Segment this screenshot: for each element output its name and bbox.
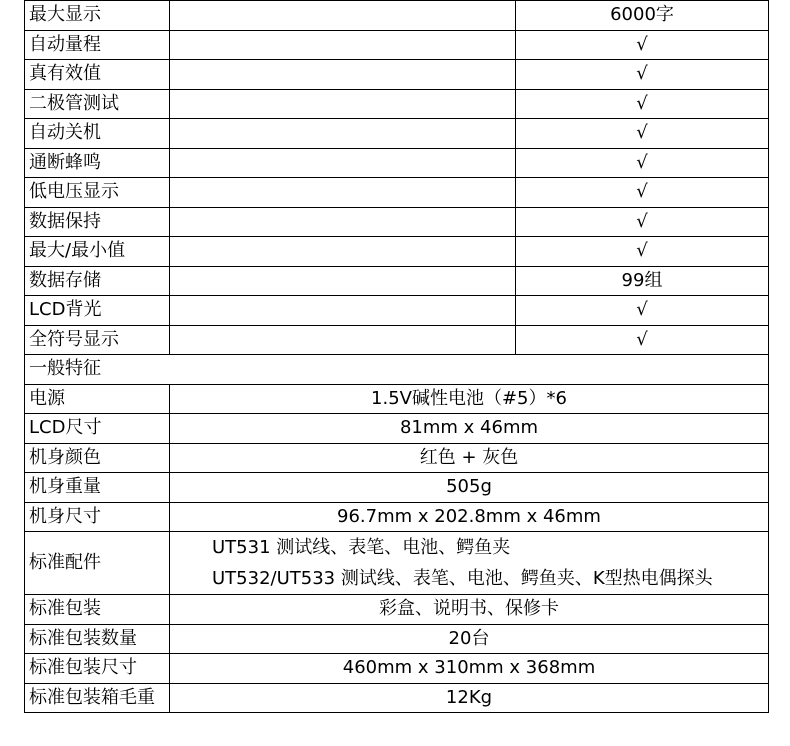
blank-cell [170,30,516,60]
feature-row [25,178,769,208]
feature-label: LCD背光 [25,296,170,326]
general-row [25,502,769,532]
check-icon: √ [516,296,769,326]
feature-row [25,237,769,267]
blank-cell [170,325,516,355]
general-label: 电源 [25,384,170,414]
feature-row [25,266,769,296]
accessories-label: 标准配件 [25,532,170,595]
feature-row [25,207,769,237]
accessories-row [25,532,769,564]
feature-label: 通断蜂鸣 [25,148,170,178]
feature-label: 数据保持 [25,207,170,237]
blank-cell [170,237,516,267]
general-value: 96.7mm x 202.8mm x 46mm [170,502,769,532]
packaging-row [25,624,769,654]
general-value: 红色 + 灰色 [170,443,769,473]
check-icon: √ [516,30,769,60]
feature-row [25,119,769,149]
blank-cell [170,207,516,237]
general-label: 机身颜色 [25,443,170,473]
check-icon: √ [516,207,769,237]
general-label: 机身尺寸 [25,502,170,532]
feature-label: 全符号显示 [25,325,170,355]
feature-label: 低电压显示 [25,178,170,208]
packaging-row [25,683,769,713]
check-icon: √ [516,178,769,208]
packaging-value: 20台 [170,624,769,654]
check-icon: √ [516,60,769,90]
feature-label: 自动量程 [25,30,170,60]
check-icon: √ [516,237,769,267]
feature-row [25,325,769,355]
feature-value: 99组 [516,266,769,296]
packaging-value: 460mm x 310mm x 368mm [170,654,769,684]
general-label: LCD尺寸 [25,414,170,444]
packaging-label: 标准包装箱毛重 [25,683,170,713]
feature-row [25,148,769,178]
feature-label: 二极管测试 [25,89,170,119]
blank-cell [170,178,516,208]
accessories-line: UT532/UT533 测试线、表笔、电池、鳄鱼夹、K型热电偶探头 [170,563,769,595]
packaging-value: 彩盒、说明书、保修卡 [170,595,769,625]
check-icon: √ [516,89,769,119]
spec-table [24,0,769,713]
general-value: 81mm x 46mm [170,414,769,444]
feature-row [25,296,769,326]
packaging-row [25,654,769,684]
section-row [25,355,769,385]
section-title: 一般特征 [25,355,769,385]
packaging-label: 标准包装 [25,595,170,625]
feature-label: 最大显示 [25,1,170,31]
packaging-label: 标准包装尺寸 [25,654,170,684]
feature-label: 真有效值 [25,60,170,90]
general-label: 机身重量 [25,473,170,503]
general-row [25,443,769,473]
blank-cell [170,148,516,178]
packaging-row [25,595,769,625]
blank-cell [170,266,516,296]
blank-cell [170,60,516,90]
general-value: 1.5V碱性电池（#5）*6 [170,384,769,414]
blank-cell [170,89,516,119]
feature-label: 最大/最小值 [25,237,170,267]
general-row [25,473,769,503]
check-icon: √ [516,148,769,178]
feature-label: 自动关机 [25,119,170,149]
accessories-line: UT531 测试线、表笔、电池、鳄鱼夹 [170,532,769,564]
check-icon: √ [516,325,769,355]
feature-row [25,89,769,119]
check-icon: √ [516,119,769,149]
feature-row [25,60,769,90]
packaging-value: 12Kg [170,683,769,713]
feature-value: 6000字 [516,1,769,31]
general-row [25,414,769,444]
general-row [25,384,769,414]
feature-row [25,1,769,31]
feature-label: 数据存储 [25,266,170,296]
general-value: 505g [170,473,769,503]
packaging-label: 标准包装数量 [25,624,170,654]
blank-cell [170,119,516,149]
feature-row [25,30,769,60]
blank-cell [170,1,516,31]
blank-cell [170,296,516,326]
